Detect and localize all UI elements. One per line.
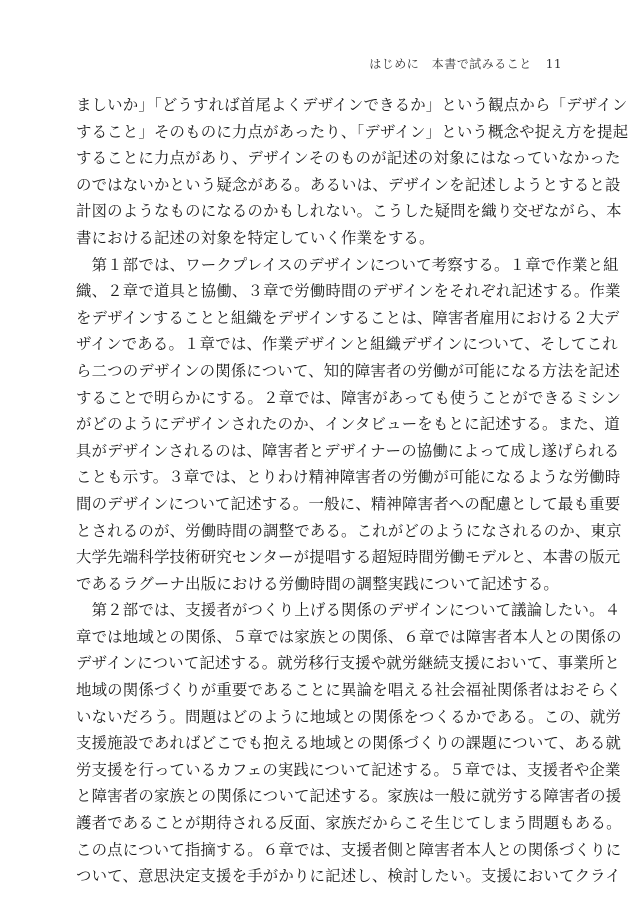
text-line: 織、２章で道具と協働、３章で労働時間のデザインをそれぞれ記述する。作業 [76,282,621,301]
running-head-title: はじめに 本書で試みること [369,57,532,71]
text-line: 書における記述の対象を特定していく作業をする。 [76,228,435,247]
text-line: をデザインすることと組織をデザインすることは、障害者雇用における２大デ [76,308,620,327]
text-line: 支援施設であればどこでも抱える地域との関係づくりの課題について、ある就 [76,734,622,753]
text-line: とされるのが、労働時間の調整である。これがどのようになされるのか、東京 [76,521,622,540]
text-line: ら二つのデザインの関係について、知的障害者の労働が可能になる方法を記述 [76,361,620,380]
text-line: 間のデザインについて記述する。一般に、精神障害者への配慮として最も重要 [76,494,621,513]
text-line: この点について指摘する。６章では、支援者側と障害者本人との関係づくりに [76,840,622,859]
body-text [76,92,629,890]
text-line: 護者であることが期待される反面、家族だからこそ生じてしまう問題もある。 [76,814,622,833]
text-line: のではないかという疑念がある。あるいは、デザインを記述しようとすると設 [76,175,621,194]
text-line: であるラグーナ出版における労働時間の調整実践について記述する。 [76,574,560,593]
text-line: ことも示す。３章では、とりわけ精神障害者の労働が可能になるような労働時 [76,468,621,487]
text-line: と障害者の家族との関係について記述する。家族は一般に就労する障害者の援 [76,787,622,806]
text-line: がどのようにデザインされたのか、インタビューをもとに記述する。また、道 [76,415,620,434]
text-line: 大学先端科学技術研究センターが提唱する超短時間労働モデルと、本書の版元 [76,548,621,567]
text-line: 労支援を行っているカフェの実践について記述する。５章では、支援者や企業 [76,760,621,779]
text-line: いないだろう。問題はどのように地域との関係をつくるかである。この、就労 [76,707,622,726]
text-line: 第１部では、ワークプレイスのデザインについて考察する。１章で作業と組 [76,255,619,274]
text-line: することで明らかにする。２章では、障害があっても使うことができるミシン [76,388,622,407]
text-line: 具がデザインされるのは、障害者とデザイナーの協働によって成し遂げられる [76,441,620,460]
text-line: することに力点があり、デザインそのものが記述の対象にはなっていなかった [76,149,621,168]
text-line: 章では地域との関係、５章では家族との関係、６章では障害者本人との関係の [76,627,622,646]
text-line: ついて、意思決定支援を手がかりに記述し、検討したい。支援においてクライ [76,867,621,886]
text-line: デザインについて記述する。就労移行支援や就労継続支援において、事業所と [76,654,620,673]
text-line: 計図のようなものになるのかもしれない。こうした疑問を織り交ぜながら、本 [76,202,622,221]
text-line: すること」そのものに力点があったり、「デザイン」という概念や捉え方を提起 [76,122,629,141]
text-line: 第２部では、支援者がつくり上げる関係のデザインについて議論したい。４ [76,601,621,620]
text-line: 地域の関係づくりが重要であることに異論を唱える社会福祉関係者はおそらく [76,681,622,700]
running-head [369,55,562,72]
page-number: 11 [545,57,562,71]
text-line: ましいか」「どうすれば首尾よくデザインできるか」という観点から「デザイン [76,96,628,114]
text-line: ザインである。１章では、作業デザインと組織デザインについて、そしてこれ [76,335,618,354]
